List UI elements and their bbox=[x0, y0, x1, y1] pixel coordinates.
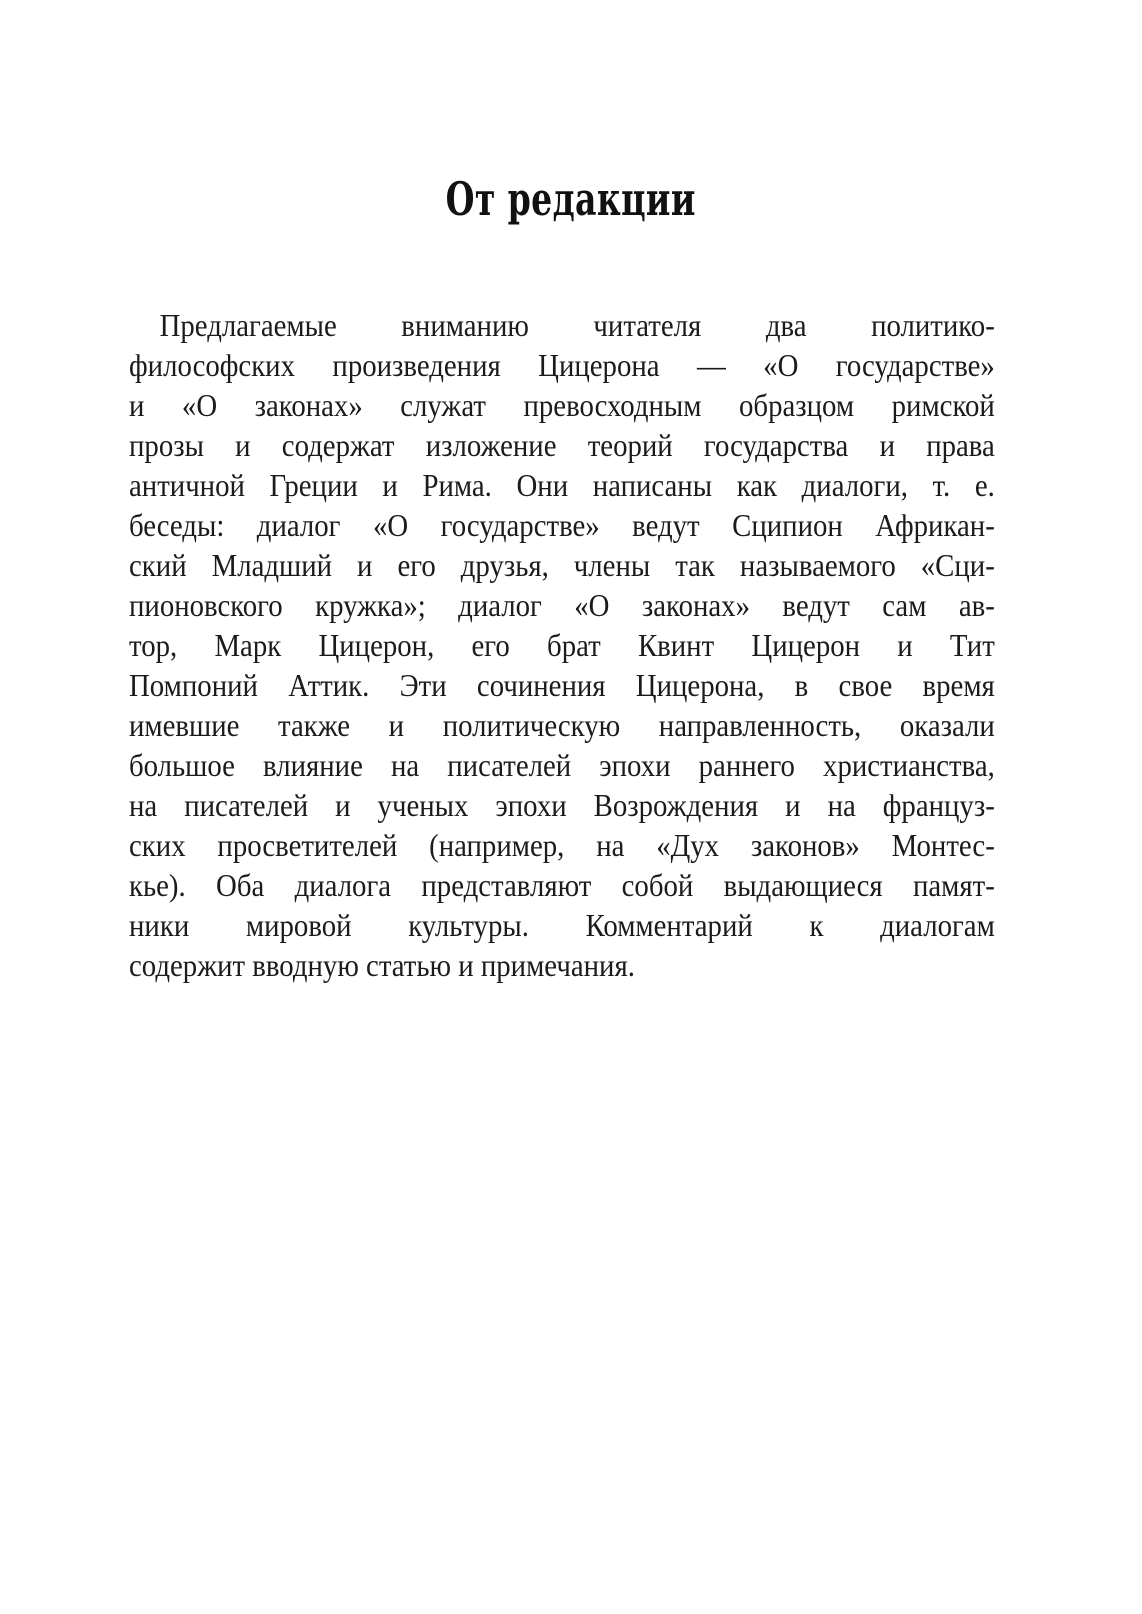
text-line: философских произведения Цицерона — «О государстве» bbox=[129, 347, 995, 383]
text-line: прозы и содержат изложение теорий государства и права bbox=[129, 427, 995, 463]
text-line: беседы: диалог «О государстве» ведут Сципион Африкан- bbox=[129, 507, 995, 543]
text-line: и «О законах» служат превосходным образцом римской bbox=[129, 387, 995, 423]
text-line: пионовского кружка»; диалог «О законах» ведут сам ав- bbox=[129, 587, 995, 623]
text-line: имевшие также и политическую направленность, оказали bbox=[129, 707, 995, 743]
section-heading-wrap bbox=[0, 143, 1142, 255]
text-line: содержит вводную статью и примечания. bbox=[129, 947, 635, 983]
text-line: ских просветителей (например, на «Дух законов» Монтес- bbox=[129, 827, 995, 863]
text-line: кье). Оба диалога представляют собой выдающиеся памят- bbox=[129, 867, 995, 903]
text-line: большое влияние на писателей эпохи раннего христианства, bbox=[129, 747, 995, 783]
text-line: Предлагаемые вниманию читателя два политико- bbox=[159, 307, 995, 343]
section-heading: От редакции bbox=[445, 171, 697, 226]
text-line: Помпоний Аттик. Эти сочинения Цицерона, в свое время bbox=[129, 667, 995, 703]
paragraph bbox=[129, 305, 995, 985]
text-line: тор, Марк Цицерон, его брат Квинт Цицерон и Тит bbox=[129, 627, 995, 663]
text-line: античной Греции и Рима. Они написаны как диалоги, т. е. bbox=[129, 467, 995, 503]
text-line: ники мировой культуры. Комментарий к диалогам bbox=[129, 907, 995, 943]
text-line: на писателей и ученых эпохи Возрождения и на француз- bbox=[129, 787, 995, 823]
text-line: ский Младший и его друзья, члены так называемого «Сци- bbox=[129, 547, 995, 583]
